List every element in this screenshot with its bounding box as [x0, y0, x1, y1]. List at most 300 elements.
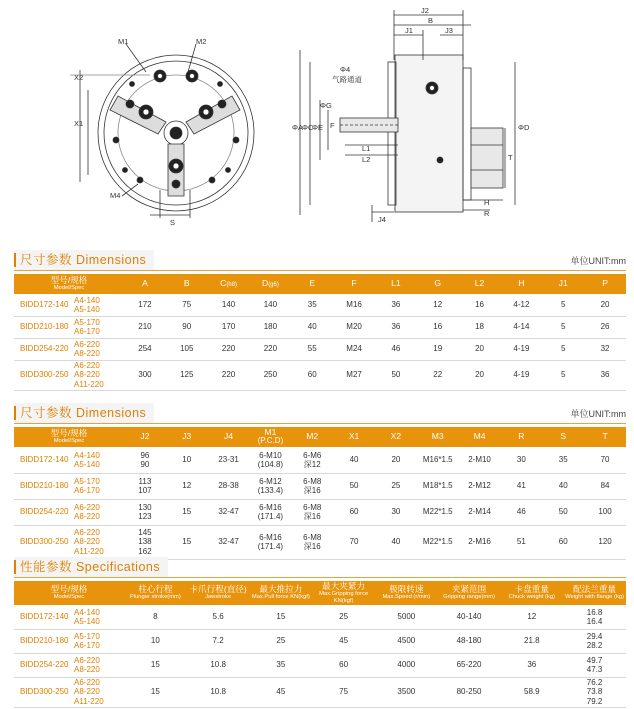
value-cell: [563, 629, 626, 653]
value-cell: 20: [459, 338, 501, 360]
value-cell: 172: [124, 294, 166, 316]
value-line: 15: [150, 660, 160, 670]
header-h: H: [500, 274, 542, 294]
value-cell: [333, 499, 375, 525]
value-line: 4000: [397, 660, 416, 670]
value-cell: 18: [459, 316, 501, 338]
label-x1: X1: [74, 119, 84, 128]
value-line: 46: [516, 507, 526, 517]
label-f: F: [330, 121, 335, 130]
value-cell: M20: [333, 316, 375, 338]
value-line: 28-38: [218, 481, 239, 491]
value-line: 3500: [397, 687, 416, 697]
value-cell: [459, 447, 501, 473]
spec-cell: [74, 525, 124, 559]
model-cell: BIDD172-140: [14, 605, 74, 629]
spec-line: A6-220: [74, 528, 100, 538]
value-line: 35: [558, 455, 568, 465]
value-line: 21.8: [524, 636, 540, 646]
value-cell: 254: [124, 338, 166, 360]
value-cell: [166, 447, 208, 473]
header-cn: 配法兰重量: [573, 584, 617, 595]
dimensions-section: [14, 250, 626, 391]
header-model-en: Model/Spec: [53, 594, 85, 601]
value-cell: [333, 473, 375, 499]
spec-line: A5-140: [74, 616, 100, 626]
value-cell: 32: [584, 338, 626, 360]
value-cell: 125: [166, 360, 208, 390]
header-spec-5: [438, 581, 501, 605]
spec-line: A6-170: [74, 641, 100, 650]
value-cell: [166, 525, 208, 559]
value-cell: 12: [417, 294, 459, 316]
value-line: (104.8): [257, 459, 284, 469]
header-b: B: [166, 274, 208, 294]
value-cell: [291, 447, 333, 473]
spec-cell: [74, 629, 124, 653]
value-cell: 20: [459, 360, 501, 390]
label-r: R: [484, 209, 490, 218]
header-j3: J3: [166, 427, 208, 447]
value-line: 8: [153, 612, 158, 622]
label-phie: ΦE: [312, 123, 323, 132]
value-cell: [500, 677, 563, 707]
table-row: [14, 653, 626, 677]
spec-line: A8-220: [74, 370, 100, 380]
value-line: (133.4): [257, 486, 284, 495]
header-m3: M3: [417, 427, 459, 447]
model-cell: BIDD300-250: [14, 360, 74, 390]
header-model-spec: [14, 427, 124, 447]
model-cell: BIDD210-180: [14, 473, 74, 499]
chuck-side-view: [300, 10, 515, 222]
header-g: G: [417, 274, 459, 294]
value-line: 32-47: [218, 537, 239, 547]
header-j4: J4: [208, 427, 250, 447]
header-model-cn: 型号/规格: [50, 584, 88, 595]
header-x2: X2: [375, 427, 417, 447]
value-cell: 220: [208, 360, 250, 390]
value-line: 6-M10: [259, 450, 282, 460]
table-row: [14, 360, 626, 390]
header-en: Gripping range(mm): [443, 594, 495, 601]
header-cn: 卡盘重量: [514, 584, 549, 595]
spec-cell: [74, 499, 124, 525]
value-cell: 22: [417, 360, 459, 390]
value-cell: 36: [375, 316, 417, 338]
value-cell: [459, 499, 501, 525]
value-line: 6-M16: [259, 532, 282, 542]
value-cell: 35: [291, 294, 333, 316]
spec-cell: [74, 473, 124, 499]
value-cell: [542, 447, 584, 473]
value-cell: 5: [542, 316, 584, 338]
value-cell: [375, 525, 417, 559]
value-cell: [417, 525, 459, 559]
dimensions-section-2: [14, 403, 626, 560]
value-line: 深16: [303, 486, 321, 495]
specifications-section: [14, 557, 626, 708]
value-cell: M16: [333, 294, 375, 316]
value-cell: [542, 499, 584, 525]
header-sub: (h8): [226, 282, 238, 289]
header-en: Max.Gripping force KN(kgf): [319, 591, 369, 604]
model-cell: BIDD300-250: [14, 525, 74, 559]
technical-drawing: [0, 0, 634, 238]
value-line: 30: [391, 507, 401, 517]
value-cell: 300: [124, 360, 166, 390]
value-cell: [249, 677, 312, 707]
header-ch8: C(h8): [208, 274, 250, 294]
label-phia: ΦA: [292, 123, 303, 132]
value-cell: [208, 499, 250, 525]
value-line: 25: [276, 636, 286, 646]
dimensions-title: 尺寸参数 Dimensions: [14, 250, 154, 270]
value-cell: [291, 525, 333, 559]
value-cell: [500, 605, 563, 629]
chuck-front-view: [70, 44, 254, 218]
value-cell: 90: [166, 316, 208, 338]
value-line: 65-220: [456, 660, 482, 670]
spec-cell: [74, 653, 124, 677]
value-cell: [124, 629, 187, 653]
value-line: 107: [138, 486, 152, 495]
spec-line: A6-220: [74, 678, 100, 688]
spec-cell: [74, 447, 124, 473]
spec-line: A4-140: [74, 450, 100, 460]
value-line: 28.2: [586, 641, 603, 650]
value-cell: 220: [250, 338, 292, 360]
value-line: 6-M6: [303, 450, 322, 460]
label-air-channel: 气路通道: [332, 75, 362, 84]
spec-cell: [74, 360, 124, 390]
value-cell: M27: [333, 360, 375, 390]
value-line: 45: [339, 636, 349, 646]
model-cell: BIDD254-220: [14, 338, 74, 360]
value-cell: 4-19: [500, 338, 542, 360]
header-model-en: Model/Spec: [53, 438, 85, 445]
spec-line: A6-220: [74, 339, 100, 349]
value-cell: [584, 499, 626, 525]
header-spec-4: [375, 581, 438, 605]
value-cell: [187, 653, 250, 677]
value-cell: 105: [166, 338, 208, 360]
header-en: Jawstroke: [205, 594, 232, 601]
model-cell: BIDD172-140: [14, 447, 74, 473]
value-cell: [250, 473, 292, 499]
value-cell: [312, 653, 375, 677]
value-line: 6-M12: [259, 476, 282, 486]
value-line: 40: [391, 537, 401, 547]
value-line: 138: [138, 537, 152, 547]
label-j2: J2: [421, 6, 429, 15]
value-line: 32-47: [218, 507, 239, 517]
value-cell: [584, 473, 626, 499]
value-line: 6-M8: [303, 476, 322, 486]
value-cell: 4-14: [500, 316, 542, 338]
value-cell: 5: [542, 294, 584, 316]
value-line: 深12: [303, 459, 321, 469]
header-spec-1: [187, 581, 250, 605]
value-cell: [124, 653, 187, 677]
value-line: 10.8: [210, 660, 226, 670]
value-line: 45: [276, 687, 286, 697]
value-line: 130: [138, 502, 152, 512]
value-line: 7.2: [212, 636, 224, 646]
value-cell: [208, 447, 250, 473]
label-j4: J4: [378, 215, 386, 224]
header-m1-sub: (P.C.D): [257, 436, 284, 446]
model-cell: BIDD300-250: [14, 677, 74, 707]
label-phid: ΦD: [518, 123, 530, 132]
value-line: 60: [349, 507, 359, 517]
spec-line: A6-220: [74, 502, 100, 512]
value-cell: [375, 447, 417, 473]
value-line: 70: [349, 537, 359, 547]
header-spec-7: [563, 581, 626, 605]
value-line: 23-31: [218, 455, 239, 465]
label-phic: ΦC: [302, 123, 314, 132]
value-cell: [312, 677, 375, 707]
table-row: [14, 316, 626, 338]
label-h: H: [484, 198, 490, 207]
spec-line: A8-220: [74, 665, 100, 674]
header-l2: L2: [459, 274, 501, 294]
header-spec-2: [249, 581, 312, 605]
label-s: S: [170, 218, 176, 227]
value-cell: [208, 525, 250, 559]
table-row: [14, 629, 626, 653]
spec-cell: [74, 338, 124, 360]
dimensions-table: [14, 274, 626, 391]
spec-line: A5-140: [74, 459, 100, 469]
value-cell: 4-12: [500, 294, 542, 316]
value-line: 145: [138, 528, 152, 538]
value-cell: [584, 447, 626, 473]
value-cell: [250, 499, 292, 525]
value-line: 16.4: [586, 616, 603, 626]
value-cell: [500, 447, 542, 473]
value-cell: [166, 473, 208, 499]
header-spec-0: [124, 581, 187, 605]
value-cell: 36: [375, 294, 417, 316]
header-cn: 卡爪行程(直径): [189, 584, 247, 595]
value-cell: [333, 447, 375, 473]
value-cell: [124, 499, 166, 525]
header-model-spec: [14, 274, 124, 294]
value-cell: [459, 525, 501, 559]
value-line: 10: [150, 636, 160, 646]
header-l1: L1: [375, 274, 417, 294]
value-cell: M24: [333, 338, 375, 360]
header-e: E: [291, 274, 333, 294]
value-line: 25: [339, 612, 349, 622]
header-model-cn: 型号/规格: [50, 428, 88, 439]
value-cell: [563, 605, 626, 629]
table-row: [14, 677, 626, 707]
value-cell: 170: [208, 316, 250, 338]
value-cell: 5: [542, 360, 584, 390]
value-line: 41: [516, 481, 526, 491]
value-cell: [250, 525, 292, 559]
value-line: M18*1.5: [422, 481, 453, 491]
value-line: 84: [600, 481, 610, 491]
value-cell: [375, 677, 438, 707]
value-cell: [563, 677, 626, 707]
value-cell: 46: [375, 338, 417, 360]
specifications-table: [14, 581, 626, 708]
label-m4: M4: [110, 191, 121, 200]
value-line: 深16: [303, 512, 321, 521]
value-cell: [375, 605, 438, 629]
value-line: 50: [349, 481, 359, 491]
spec-line: A11-220: [74, 546, 104, 556]
value-line: 60: [339, 660, 349, 670]
value-cell: [500, 499, 542, 525]
value-line: 58.9: [524, 687, 540, 697]
spec-line: A4-140: [74, 607, 100, 617]
value-cell: [542, 525, 584, 559]
value-cell: [375, 629, 438, 653]
value-cell: 16: [417, 316, 459, 338]
value-cell: 75: [166, 294, 208, 316]
value-line: 29.4: [586, 631, 603, 641]
header-cn: 柱心行程: [138, 584, 173, 595]
value-line: 25: [391, 481, 401, 491]
header-dg6: D(g6): [250, 274, 292, 294]
header-spec-3: [312, 581, 375, 605]
value-cell: 40: [291, 316, 333, 338]
value-cell: 210: [124, 316, 166, 338]
value-cell: 50: [375, 360, 417, 390]
value-cell: [375, 499, 417, 525]
value-line: 73.8: [586, 687, 603, 697]
table-row: [14, 525, 626, 559]
header-en: Plunger stroke(mm): [129, 594, 181, 601]
header-r: R: [500, 427, 542, 447]
value-cell: [500, 629, 563, 653]
value-line: 51: [516, 537, 526, 547]
label-t: T: [508, 153, 513, 162]
value-line: 2-M14: [468, 507, 491, 517]
value-cell: 4-19: [500, 360, 542, 390]
value-line: 6-M16: [259, 502, 282, 512]
dimensions-header-2: [14, 403, 626, 424]
spec-cell: [74, 677, 124, 707]
header-m1: M1 (P.C.D): [250, 427, 292, 447]
table-row: [14, 338, 626, 360]
value-cell: 19: [417, 338, 459, 360]
header-en: Max.Pull force KN(kgf): [251, 594, 310, 601]
value-line: 5000: [397, 612, 416, 622]
spec-line: A6-170: [74, 486, 100, 495]
model-cell: BIDD254-220: [14, 499, 74, 525]
header-spec-6: [500, 581, 563, 605]
model-cell: BIDD254-220: [14, 653, 74, 677]
value-cell: [187, 605, 250, 629]
header-model-spec: [14, 581, 124, 605]
header-j1: J1: [542, 274, 584, 294]
value-line: 16.8: [586, 607, 603, 617]
value-line: 76.2: [586, 678, 603, 688]
value-cell: [249, 605, 312, 629]
dimensions-unit-2: 单位UNIT:mm: [570, 409, 626, 419]
value-cell: [124, 677, 187, 707]
value-line: 15: [150, 687, 160, 697]
spec-line: A5-170: [74, 476, 100, 486]
spec-cell: [74, 605, 124, 629]
table-row: [14, 447, 626, 473]
header-p: P: [584, 274, 626, 294]
label-phi4: Φ4: [340, 65, 351, 74]
header-cn: 最大推拉力: [259, 584, 303, 595]
value-line: 35: [276, 660, 286, 670]
value-cell: [500, 473, 542, 499]
value-cell: [187, 677, 250, 707]
value-cell: 16: [459, 294, 501, 316]
value-line: 15: [182, 507, 192, 517]
value-line: 80-250: [456, 687, 482, 697]
value-line: 120: [598, 537, 612, 547]
table-row: [14, 605, 626, 629]
value-line: 2-M16: [468, 537, 491, 547]
spec-line: A8-220: [74, 349, 100, 358]
header-j2: J2: [124, 427, 166, 447]
value-line: 30: [516, 455, 526, 465]
value-line: 深16: [303, 542, 321, 551]
spec-line: A6-220: [74, 361, 100, 371]
label-j1: J1: [405, 26, 413, 35]
spec-line: A4-140: [74, 295, 100, 305]
value-cell: [166, 499, 208, 525]
header-en: Max.Speed (r/min): [382, 594, 431, 601]
header-cn: 极限转速: [389, 584, 424, 595]
value-cell: [438, 605, 501, 629]
spec-cell: [74, 316, 124, 338]
value-cell: 26: [584, 316, 626, 338]
value-cell: 180: [250, 316, 292, 338]
header-model-en: Model/Spec: [53, 285, 85, 292]
value-cell: [291, 473, 333, 499]
value-line: 40-140: [456, 612, 482, 622]
label-l1: L1: [362, 144, 371, 153]
value-line: 36: [527, 660, 537, 670]
value-line: 96: [140, 450, 150, 460]
label-j3: J3: [445, 26, 453, 35]
value-line: 60: [558, 537, 568, 547]
header-t: T: [584, 427, 626, 447]
header-s: S: [542, 427, 584, 447]
header-m2: M2: [291, 427, 333, 447]
value-cell: 220: [208, 338, 250, 360]
spec-line: A11-220: [74, 696, 104, 706]
value-cell: [249, 653, 312, 677]
value-line: 6-M8: [303, 532, 322, 542]
value-cell: 36: [584, 360, 626, 390]
spec-line: A6-170: [74, 327, 100, 336]
spec-line: A8-220: [74, 687, 100, 697]
header-cn: 夹紧范围: [451, 584, 487, 595]
label-m1: M1: [118, 37, 129, 46]
value-cell: [438, 677, 501, 707]
dimensions-table-2: [14, 427, 626, 560]
header-sub: (g6): [268, 282, 279, 289]
value-line: 113: [138, 476, 152, 486]
value-cell: 140: [250, 294, 292, 316]
value-cell: [375, 653, 438, 677]
value-line: M16*1.5: [422, 455, 453, 465]
value-line: 2-M10: [468, 455, 491, 465]
